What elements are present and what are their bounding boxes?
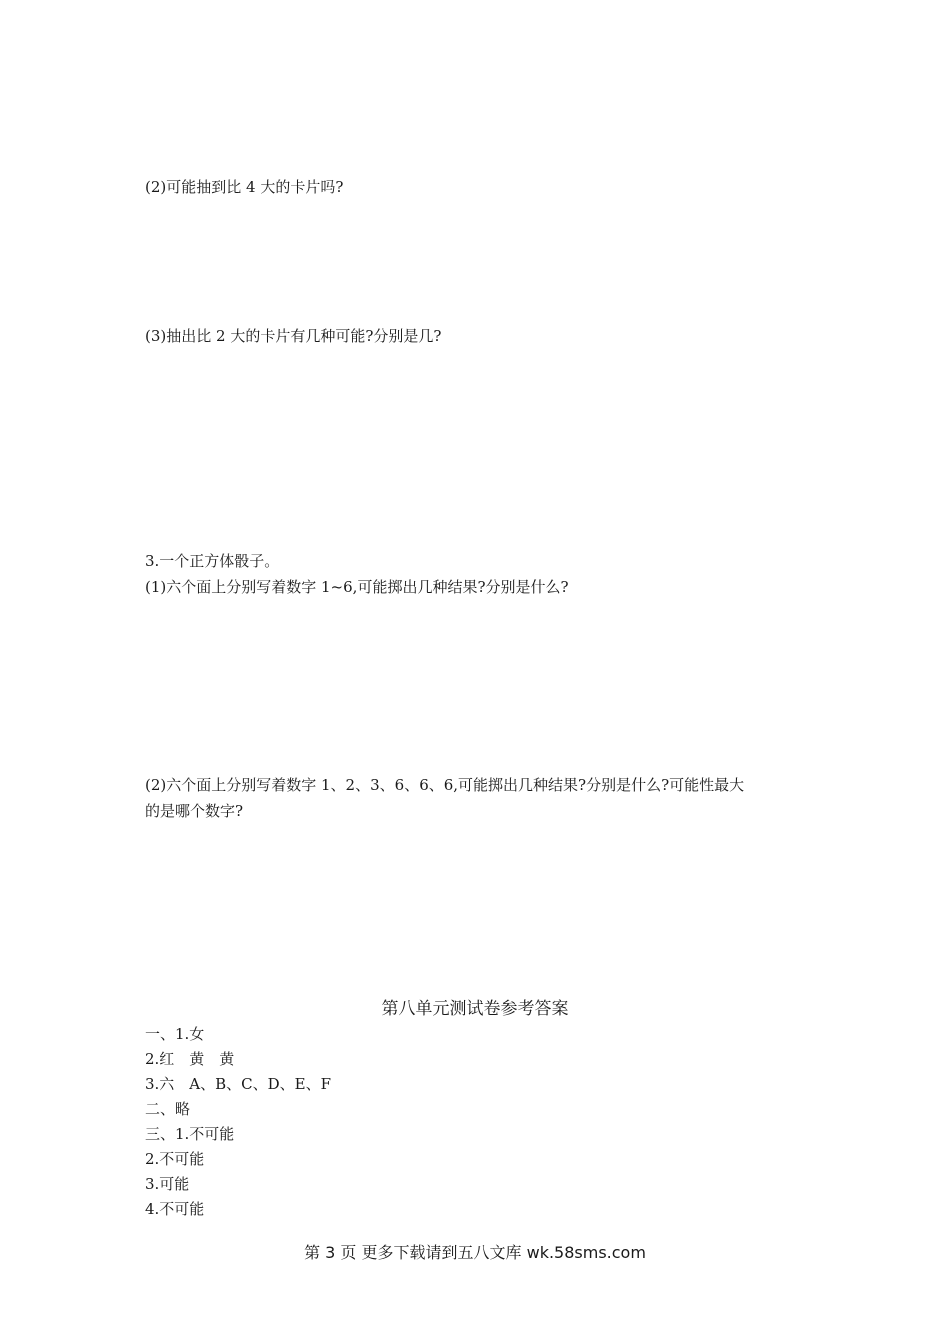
question-3-1: (1)六个面上分别写着数字 1~6,可能掷出几种结果?分别是什么? — [145, 578, 569, 596]
question-2-2: (2)可能抽到比 4 大的卡片吗? — [145, 178, 344, 196]
answer-line: 二、略 — [145, 1100, 191, 1118]
question-3-2-line2: 的是哪个数字? — [145, 802, 244, 820]
page-footer: 第 3 页 更多下载请到五八文库 wk.58sms.com — [304, 1243, 646, 1262]
answer-key-title: 第八单元测试卷参考答案 — [381, 999, 569, 1019]
answer-line: 3.六 A、B、C、D、E、F — [145, 1075, 332, 1093]
question-2-3: (3)抽出比 2 大的卡片有几种可能?分别是几? — [145, 327, 442, 345]
answer-line: 4.不可能 — [145, 1200, 205, 1218]
answer-line: 2.红 黄 黄 — [145, 1050, 235, 1068]
question-3-2-line1: (2)六个面上分别写着数字 1、2、3、6、6、6,可能掷出几种结果?分别是什么?可能性最大 — [145, 776, 745, 794]
answer-line: 3.可能 — [145, 1175, 190, 1193]
answer-line: 一、1.女 — [145, 1025, 205, 1043]
question-3-intro: 3.一个正方体骰子。 — [145, 552, 280, 570]
answer-line: 2.不可能 — [145, 1150, 205, 1168]
answer-line: 三、1.不可能 — [145, 1125, 235, 1143]
